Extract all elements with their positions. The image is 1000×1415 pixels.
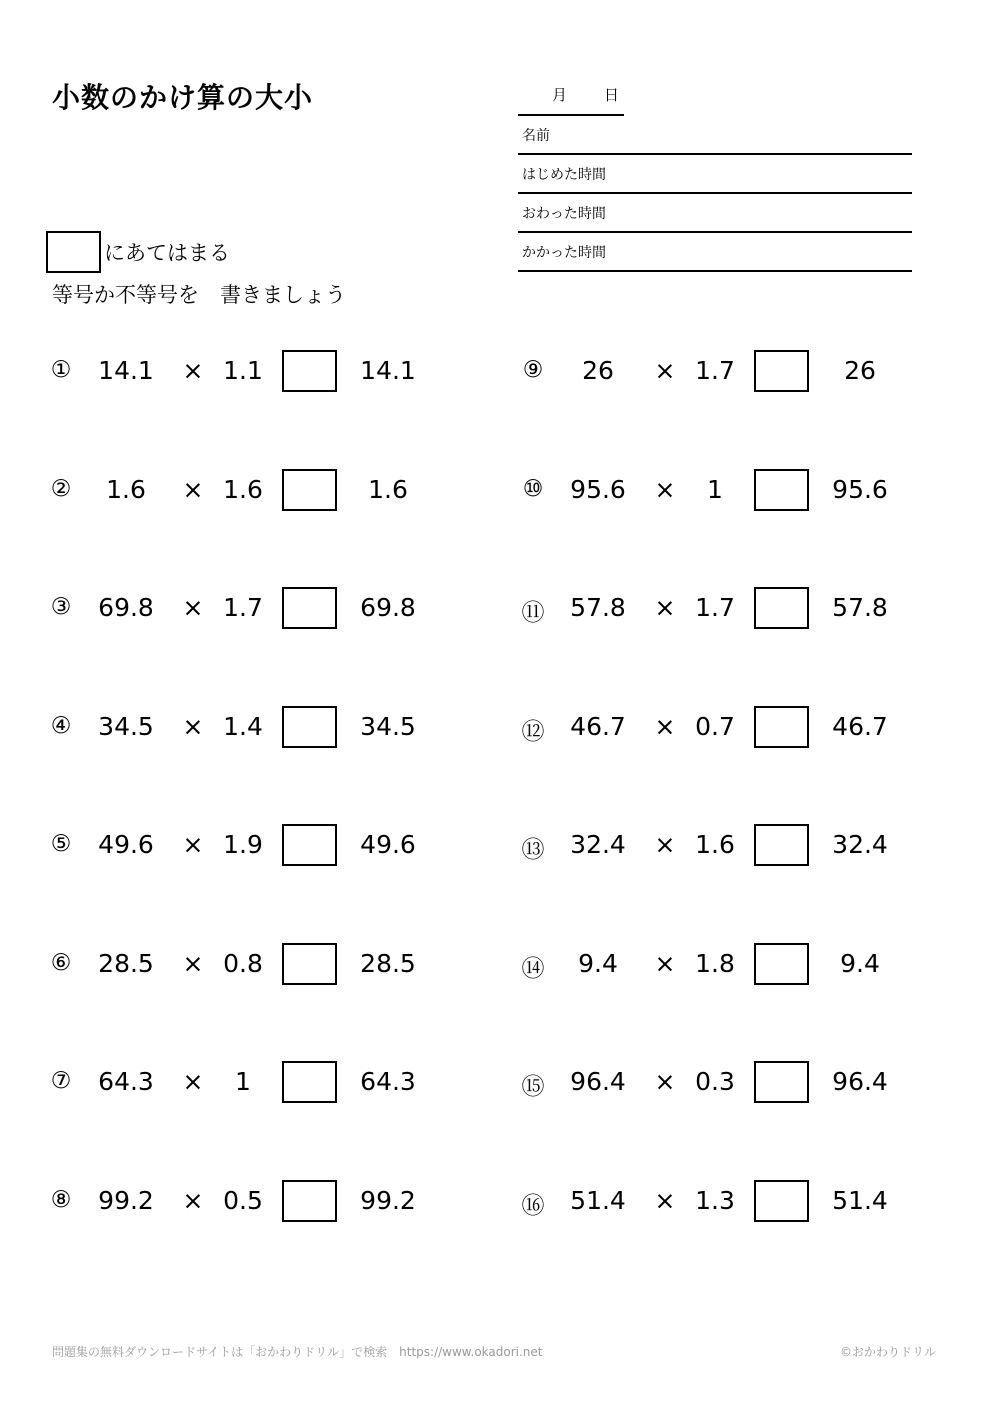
answer-box[interactable] [754,469,809,511]
operand-b: 1.4 [223,712,263,741]
multiply-sign: × [654,356,676,385]
problem-number: ② [50,476,72,502]
multiply-sign: × [182,830,204,859]
answer-box[interactable] [754,824,809,866]
footer-copyright: ©おかわりドリル [839,1345,936,1359]
operand-b: 1.1 [223,356,263,385]
problem-number: ⑯ [521,1193,545,1219]
problem-row [46,350,486,390]
problem-row [518,350,958,390]
operand-b: 1 [235,1067,251,1096]
problem-row [518,824,958,864]
multiply-sign: × [654,475,676,504]
answer-box[interactable] [282,1061,337,1103]
answer-box[interactable] [282,1180,337,1222]
multiply-sign: × [654,949,676,978]
operand-a: 64.3 [98,1067,154,1096]
problem-number: ⑪ [521,600,545,626]
operand-a: 96.4 [570,1067,626,1096]
problem-row [46,469,486,509]
day-label: 日 [604,86,620,104]
start-time-label: はじめた時間 [522,167,606,183]
elapsed-time-label: かかった時間 [522,245,606,261]
problem-number: ③ [50,594,72,620]
problem-row [46,706,486,746]
comparison-value: 51.4 [832,1186,888,1215]
multiply-sign: × [182,475,204,504]
operand-a: 99.2 [98,1186,154,1215]
problem-row [518,1180,958,1220]
problem-number: ⑮ [521,1074,545,1100]
operand-a: 32.4 [570,830,626,859]
problem-number: ⑥ [50,950,72,976]
problem-row [46,824,486,864]
operand-b: 1.7 [695,356,735,385]
comparison-value: 9.4 [840,949,880,978]
problem-number: ④ [50,713,72,739]
operand-a: 49.6 [98,830,154,859]
operand-a: 14.1 [98,356,154,385]
instruction-sample-box [46,231,101,273]
multiply-sign: × [182,1067,204,1096]
comparison-value: 14.1 [360,356,416,385]
multiply-sign: × [654,830,676,859]
operand-a: 26 [582,356,614,385]
operand-a: 69.8 [98,593,154,622]
problem-number: ⑧ [50,1187,72,1213]
answer-box[interactable] [282,943,337,985]
answer-box[interactable] [282,706,337,748]
date-field[interactable] [518,84,624,116]
name-field[interactable] [518,116,912,155]
multiply-sign: × [654,593,676,622]
operand-b: 1.7 [695,593,735,622]
problem-row [518,587,958,627]
answer-box[interactable] [754,350,809,392]
answer-box[interactable] [754,1061,809,1103]
problem-row [518,469,958,509]
comparison-value: 34.5 [360,712,416,741]
answer-box[interactable] [754,1180,809,1222]
operand-b: 0.7 [695,712,735,741]
problem-number: ⑭ [521,956,545,982]
end-time-field[interactable] [518,194,912,233]
operand-a: 95.6 [570,475,626,504]
comparison-value: 32.4 [832,830,888,859]
multiply-sign: × [654,1186,676,1215]
instruction-line-1: にあてはまる [104,241,230,265]
problem-number: ⑫ [521,719,545,745]
operand-b: 1.9 [223,830,263,859]
answer-box[interactable] [282,469,337,511]
multiply-sign: × [182,356,204,385]
answer-box[interactable] [754,587,809,629]
answer-box[interactable] [282,824,337,866]
answer-box[interactable] [282,587,337,629]
problem-number: ⑩ [522,476,544,502]
end-time-label: おわった時間 [522,206,606,222]
operand-b: 1.6 [223,475,263,504]
multiply-sign: × [182,949,204,978]
operand-a: 9.4 [578,949,618,978]
comparison-value: 1.6 [368,475,408,504]
operand-b: 0.5 [223,1186,263,1215]
multiply-sign: × [182,1186,204,1215]
problem-row [518,706,958,746]
problem-row [46,943,486,983]
comparison-value: 99.2 [360,1186,416,1215]
multiply-sign: × [654,1067,676,1096]
start-time-field[interactable] [518,155,912,194]
month-label: 月 [552,86,568,104]
multiply-sign: × [182,593,204,622]
problem-row [46,1180,486,1220]
comparison-value: 64.3 [360,1067,416,1096]
operand-a: 46.7 [570,712,626,741]
footer-site-text: 問題集の無料ダウンロードサイトは「おかわりドリル」で検索 https://www.okadori.net [52,1345,543,1359]
comparison-value: 69.8 [360,593,416,622]
operand-b: 0.3 [695,1067,735,1096]
operand-a: 28.5 [98,949,154,978]
answer-box[interactable] [754,943,809,985]
problem-number: ⑦ [50,1068,72,1094]
problem-number: ① [50,357,72,383]
operand-b: 1 [707,475,723,504]
comparison-value: 49.6 [360,830,416,859]
worksheet-title: 小数のかけ算の大小 [52,81,314,114]
operand-a: 57.8 [570,593,626,622]
comparison-value: 57.8 [832,593,888,622]
elapsed-time-field[interactable] [518,233,912,272]
operand-b: 1.3 [695,1186,735,1215]
comparison-value: 46.7 [832,712,888,741]
problem-number: ⑬ [521,837,545,863]
comparison-value: 96.4 [832,1067,888,1096]
instruction-line-2: 等号か不等号を 書きましょう [52,283,346,307]
answer-box[interactable] [282,350,337,392]
multiply-sign: × [182,712,204,741]
operand-b: 0.8 [223,949,263,978]
name-label: 名前 [522,128,550,144]
operand-a: 34.5 [98,712,154,741]
problem-row [46,587,486,627]
comparison-value: 95.6 [832,475,888,504]
operand-a: 51.4 [570,1186,626,1215]
problem-row [518,943,958,983]
comparison-value: 28.5 [360,949,416,978]
operand-a: 1.6 [106,475,146,504]
problem-number: ⑨ [522,357,544,383]
comparison-value: 26 [844,356,876,385]
multiply-sign: × [654,712,676,741]
operand-b: 1.8 [695,949,735,978]
answer-box[interactable] [754,706,809,748]
operand-b: 1.6 [695,830,735,859]
problem-number: ⑤ [50,831,72,857]
operand-b: 1.7 [223,593,263,622]
problem-row [46,1061,486,1101]
problem-row [518,1061,958,1101]
